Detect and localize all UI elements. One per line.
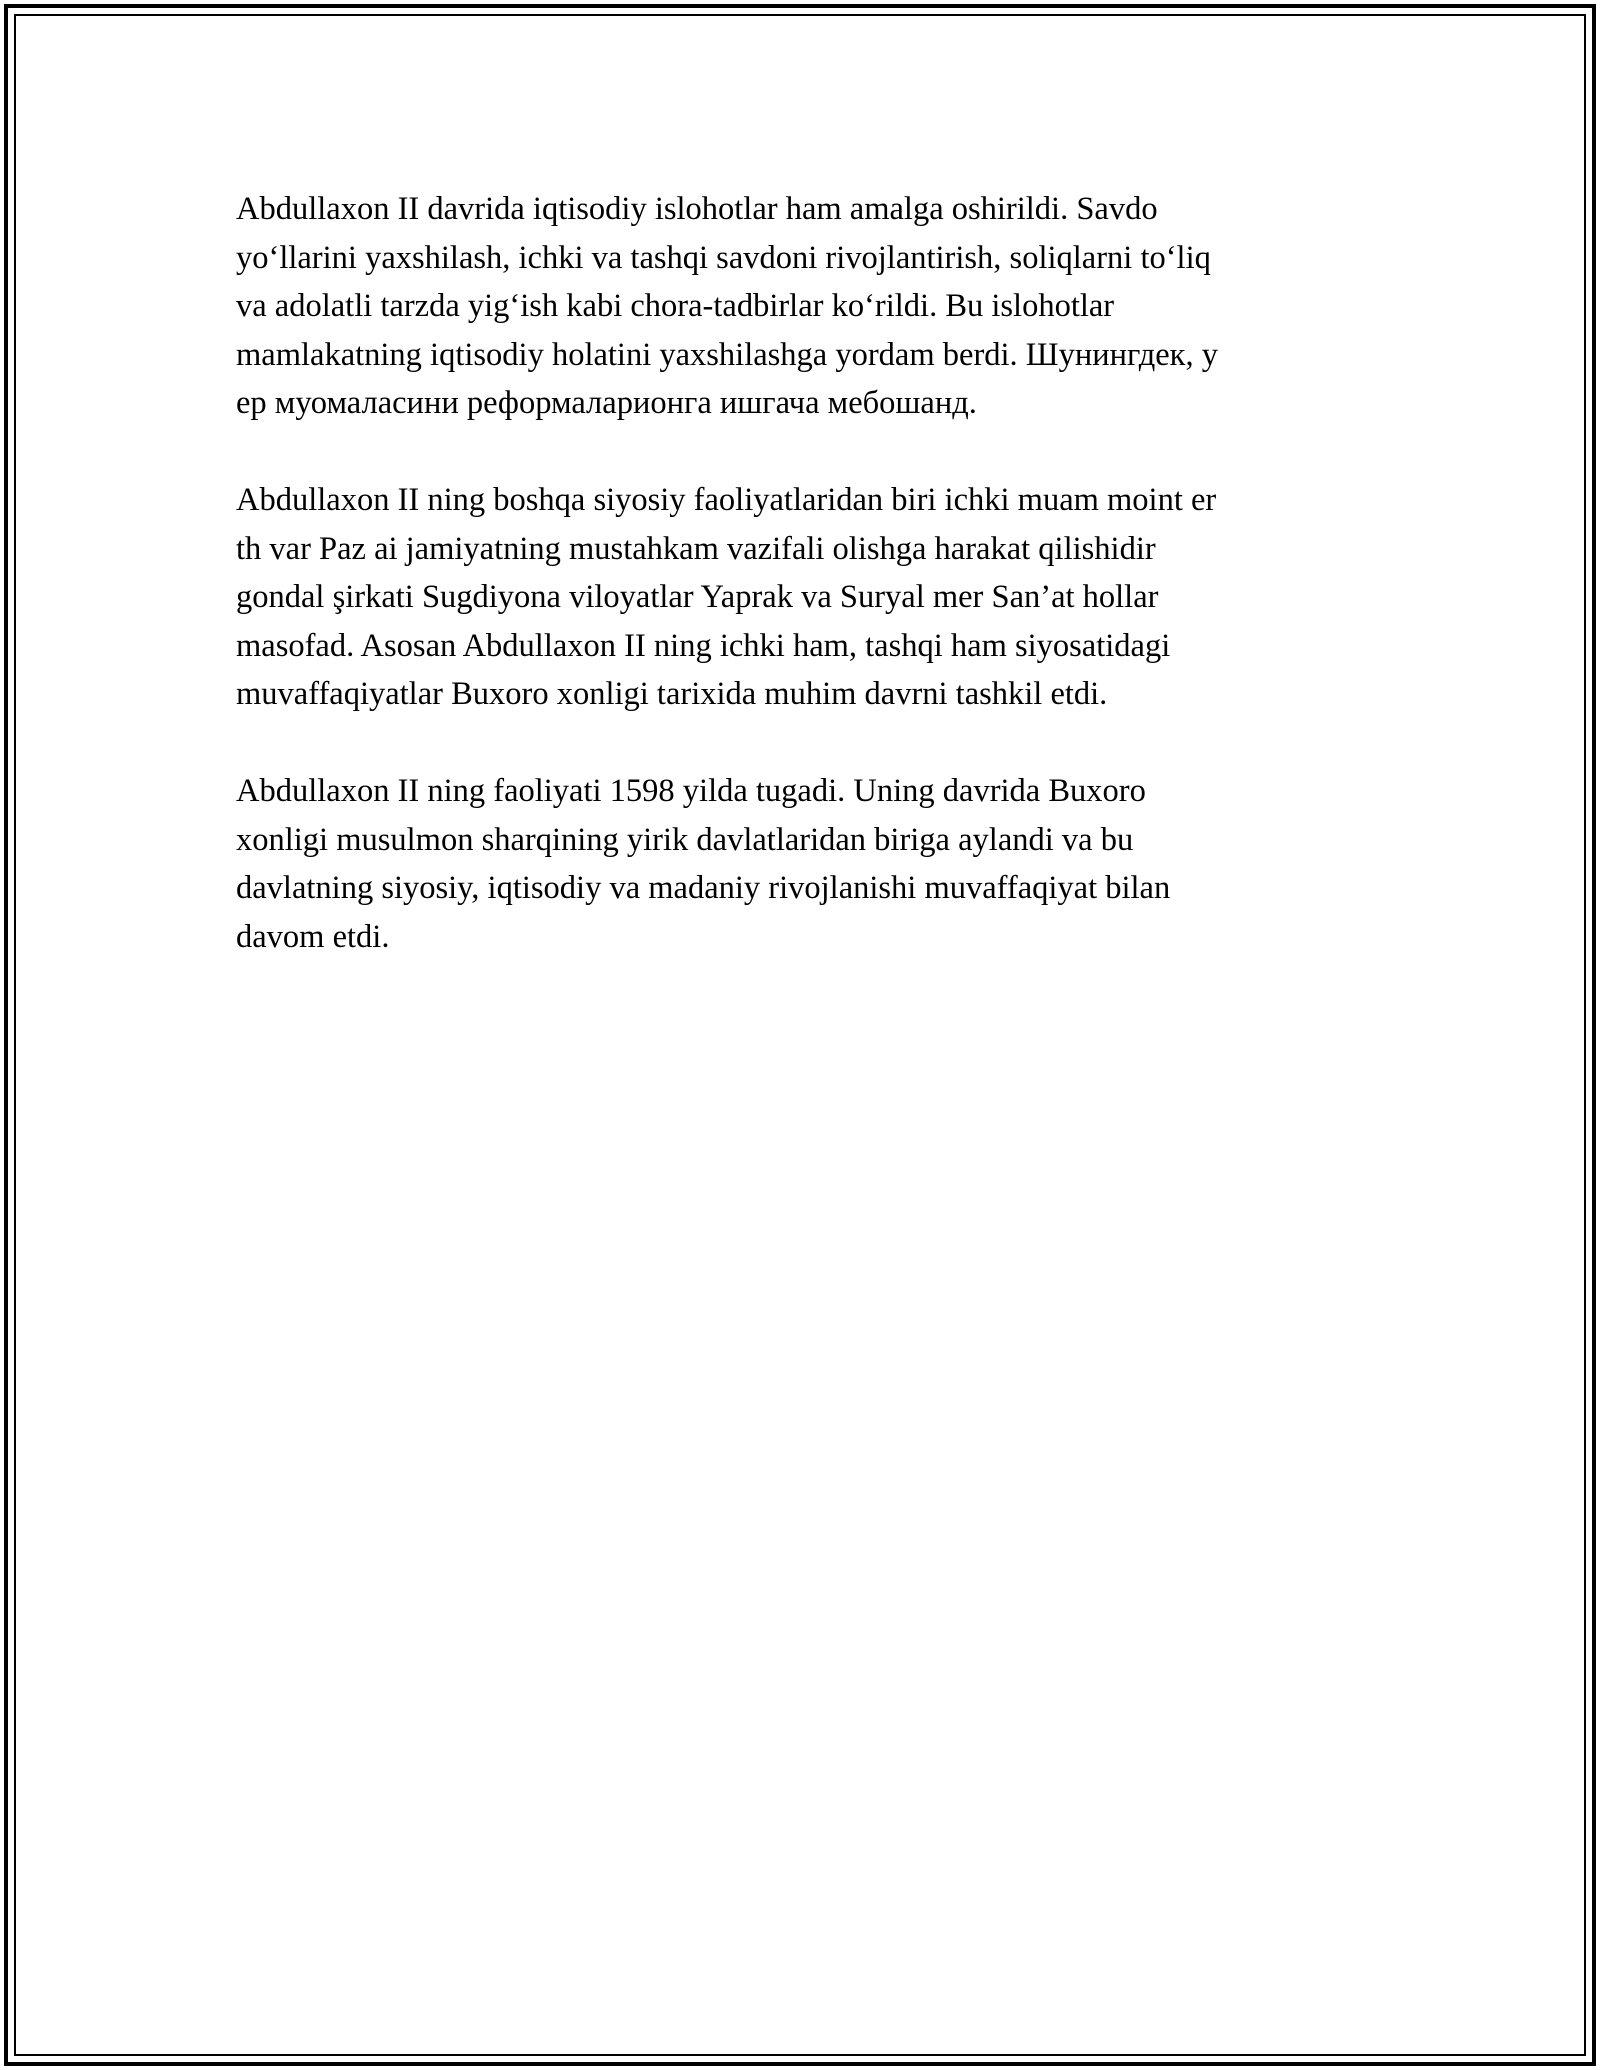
paragraph-political-activities: Abdullaxon II ning boshqa siyosiy faoliyatlaridan biri ichki muam moint er th var Paz ai jamiyatning mustahkam vazifali olishga harakat qilishidir gondal şirkati Sugdiyona viloyatlar Yaprak va Suryal mer San’at hollar masofad. Asosan Abdullaxon II ning ichki ham, tashqi ham siyosatidagi muvaffaqiyatlar Buxoro xonligi tarixida muhim davrni tashkil etdi. <box>236 482 1217 712</box>
paragraph-economic-reforms: Abdullaxon II davrida iqtisodiy islohotlar ham amalga oshirildi. Savdo yo‘llarini yaxshilash, ichki va tashqi savdoni rivojlantirish, soliqlarni to‘liq va adolatli tarzda yig‘ish kabi chora-tadbirlar ko‘rildi. Bu islohotlar mamlakatning iqtisodiy holatini yaxshilashga yordam berdi. Шунингдек, у ер муомаласини реформаларионга ишгача мебошанд. <box>236 191 1218 421</box>
document-body <box>236 185 1366 1010</box>
paragraph-conclusion: Abdullaxon II ning faoliyati 1598 yilda tugadi. Uning davrida Buxoro xonligi musulmon sharqining yirik davlatlaridan biriga aylandi va bu davlatning siyosiy, iqtisodiy va madaniy rivojlanishi muvaffaqiyat bilan davom etdi. <box>236 773 1171 955</box>
